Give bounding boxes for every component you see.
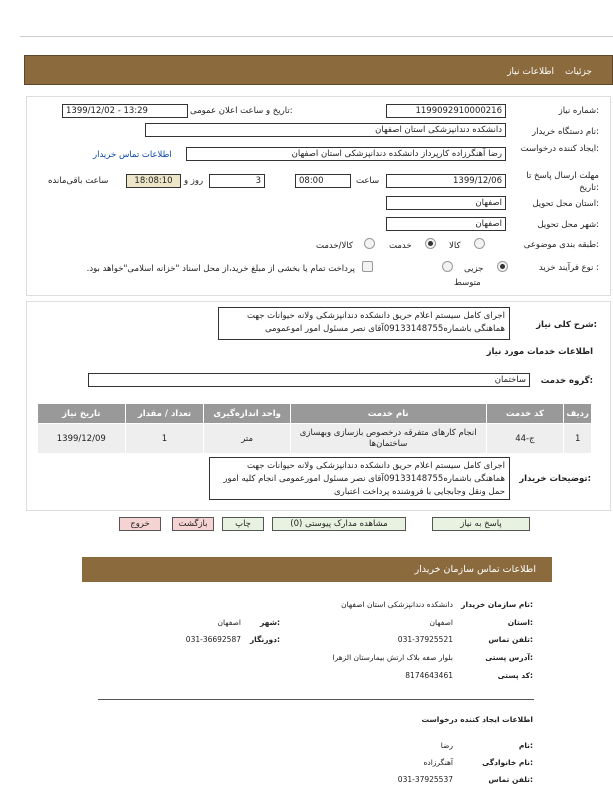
need-number-label: شماره نیاز: [558,106,599,116]
creator-phone: 031-37925537 [397,775,453,784]
attachments-button[interactable]: مشاهده مدارک پیوستی (0) [272,517,406,531]
contact-fax-label: دورنگار: [249,635,280,644]
radio-partial[interactable] [497,261,508,272]
buyer-notes-box: اجرای کامل سیستم اعلام حریق دانشکده دندانپزشکی ولانه حیوانات جهت هماهنگی باشماره09133148755آقای نصر مسئول امورعمومی انجام کلیه امور حمل ونقل وجابجایی با فروشنده پرداخت اعتباری [209,457,510,500]
creator-label: ایجاد کننده درخواست: [520,144,599,154]
radio-goods-service[interactable] [364,238,375,249]
contact-org: دانشکده دندانپزشکی استان اصفهان [341,600,453,609]
category-label: طبقه بندی موضوعی: [523,240,599,250]
deadline-date-field[interactable]: 1399/12/06 [386,174,506,188]
radio-goods-label: کالا [449,241,461,251]
contact-postal: 8174643461 [405,671,453,680]
buyer-org-label: نام دستگاه خریدار: [532,127,599,137]
reply-button[interactable]: پاسخ به نیاز [432,517,530,531]
contact-phone-label: تلفن تماس: [488,635,533,644]
creator-section-title: اطلاعات ایجاد کننده درخواست [421,715,533,724]
services-section-title: اطلاعات خدمات مورد نیاز [486,347,593,357]
top-divider [20,36,613,37]
days-field[interactable]: 3 [209,174,265,188]
cell-row: 1 [564,424,592,454]
tab-need-info[interactable]: اطلاعات نیاز [507,67,554,77]
province-field[interactable]: اصفهان [386,196,506,210]
contact-divider [98,699,534,700]
announce-field[interactable]: 1399/12/02 - 13:29 [62,104,188,118]
service-group-field[interactable]: ساختمان [88,373,530,387]
creator-family-label: نام خانوادگی: [482,758,533,767]
page-header-bar [24,55,613,85]
creator-field[interactable]: رضا آهنگرزاده کارپرداز دانشکده دندانپزشکی استان اصفهان [186,147,506,161]
cell-unit: متر [204,424,290,454]
cell-date: 1399/12/09 [38,424,126,454]
contact-address: بلوار صفه بلاک ارتش بیمارستان الزهرا [332,653,453,662]
contact-title: اطلاعات تماس سازمان خریدار [414,564,536,575]
print-button[interactable]: چاپ [222,517,264,531]
radio-partial-label: جزیی [464,264,484,274]
buyer-notes-label: توضیحات خریدار: [519,474,591,484]
contact-fax: 031-36692587 [185,635,241,644]
description-label: شرح کلی نیاز: [536,320,597,330]
radio-service[interactable] [425,238,436,249]
remaining-label: ساعت باقی‌مانده [48,176,109,186]
contact-postal-label: کد پستی: [497,671,533,680]
contact-phone: 031-37925521 [397,635,453,644]
contact-org-label: نام سازمان خریدار: [461,600,533,609]
back-button[interactable]: بازگشت [172,517,214,531]
cell-code: ج-44 [486,424,564,454]
need-number-field[interactable]: 1199092910000216 [386,104,506,118]
time-label: ساعت [356,176,380,186]
services-table [37,403,592,454]
city-label: شهر محل تحویل: [537,220,599,230]
cell-name: انجام کارهای متفرقه درخصوص بازسازی وبهسازی ساختمان‌ها [290,424,486,454]
radio-service-label: خدمت [389,241,412,251]
radio-goods-service-label: کالا/خدمت [316,241,353,251]
remaining-time-field: 18:08:10 [126,174,181,188]
col-header-code: کد خدمت [486,404,564,424]
city-field[interactable]: اصفهان [386,217,506,231]
radio-medium[interactable] [442,261,453,272]
cell-qty: 1 [125,424,204,454]
col-header-row: ردیف [564,404,592,424]
col-header-unit: واحد اندازه‌گیری [204,404,290,424]
contact-header-bar [82,557,552,582]
payment-note: پرداخت تمام یا بخشی از مبلغ خرید،از محل اسناد "خزانه اسلامی"خواهد بود. [86,264,355,274]
tab-details[interactable]: جزئیات [565,67,592,77]
table-row [38,424,592,454]
contact-city-label: شهر: [260,618,280,627]
service-group-label: گروه خدمت: [540,376,593,386]
exit-button[interactable]: خروج [119,517,161,531]
contact-province: اصفهان [429,618,453,627]
deadline-time-field[interactable]: 08:00 [295,174,351,188]
buyer-org-field[interactable]: دانشکده دندانپزشکی استان اصفهان [145,123,506,137]
deadline-label: مهلت ارسال پاسخ تا تاریخ: [526,171,599,193]
description-box: اجرای کامل سیستم اعلام حریق دانشکده دندانپزشکی ولانه حیوانات جهت هماهنگی باشماره09133148755آقای نصر مسئول امور اموعمومی [218,307,510,340]
announce-label: تاریخ و ساعت اعلان عمومی: [190,106,293,116]
creator-family: آهنگرزاده [423,758,453,767]
col-header-name: نام خدمت [290,404,486,424]
contact-province-label: استان: [507,618,533,627]
buyer-contact-link[interactable]: اطلاعات تماس خریدار [93,150,172,160]
treasury-checkbox[interactable] [362,261,373,272]
creator-name: رضا [440,741,453,750]
creator-name-label: نام: [518,741,533,750]
col-header-qty: تعداد / مقدار [125,404,204,424]
days-label: روز و [184,176,204,186]
col-header-date: تاریخ نیاز [38,404,126,424]
province-label: استان محل تحویل: [532,199,599,209]
radio-medium-label: متوسط [454,278,481,288]
contact-address-label: آدرس پستی: [485,653,533,662]
table-header-row [38,404,592,424]
process-label: نوع فرآیند خرید : [538,263,599,273]
creator-phone-label: تلفن تماس: [488,775,533,784]
radio-goods[interactable] [474,238,485,249]
contact-city: اصفهان [217,618,241,627]
